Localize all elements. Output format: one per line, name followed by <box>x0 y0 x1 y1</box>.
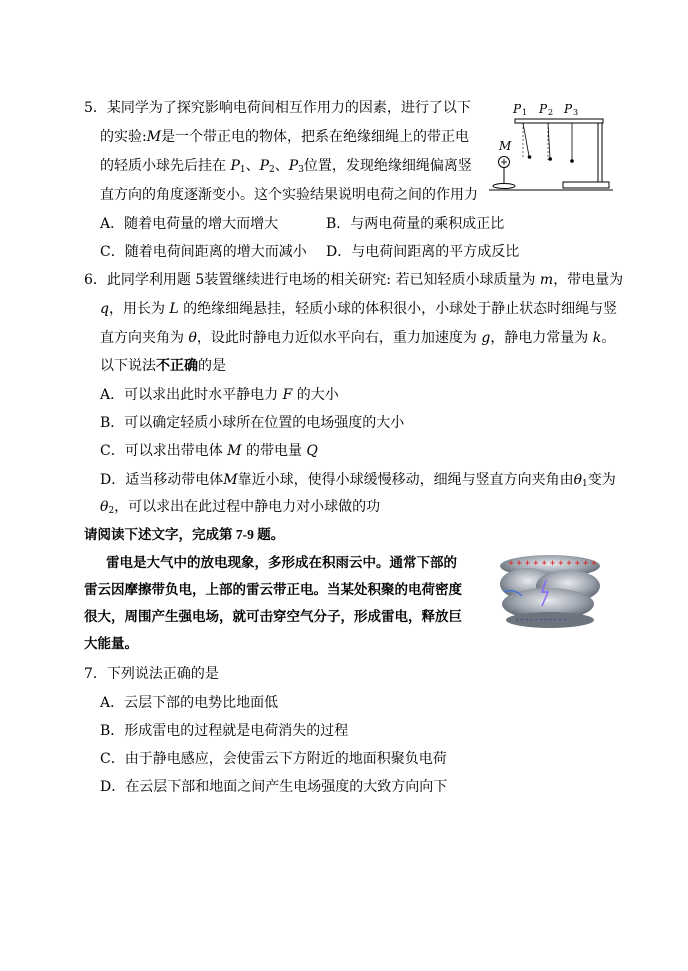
passage-line-1: 雷电是大气中的放电现象，多形成在积雨云中。通常下部的 <box>106 555 457 570</box>
label-p2: P <box>539 102 548 116</box>
q5-line-1: 5．某同学为了探究影响电荷间相互作用力的因素，进行了以下 <box>84 100 471 116</box>
svg-text:- - - - - - - - - - -: - - - - - - - - - - - <box>516 616 567 624</box>
q7-option-c: C．由于静电感应，会使雷云下方附近的地面积聚负电荷 <box>100 751 447 767</box>
q6-option-b: B．可以确定轻质小球所在位置的电场强度的大小 <box>100 415 405 431</box>
q6-line-2: q，用长为 L 的绝缘细绳悬挂，轻质小球的体积很小，小球处于静止状态时细绳与竖 <box>100 301 618 317</box>
q5-line-4: 直方向的角度逐渐变小。这个实验结果说明电荷之间的作用力 <box>100 187 478 203</box>
q6-line-3: 直方向夹角为 θ，设此时静电力近似水平向右，重力加速度为 g，静电力常量为 k。 <box>100 330 616 346</box>
q6-option-d-1: D．适当移动带电体M靠近小球，使得小球缓慢移动，细绳与竖直方向夹角由$\theta_1$变为 <box>100 472 616 489</box>
passage-line-2: 雷云因摩擦带负电，上部的雷云带正电。当某处积聚的电荷密度 <box>84 582 462 597</box>
passage-line-4: 大能量。 <box>84 636 138 651</box>
label-p3: P <box>564 102 573 116</box>
thundercloud-illustration <box>498 552 602 632</box>
label-p1: P <box>513 102 522 116</box>
svg-text:3: 3 <box>573 108 579 117</box>
apparatus-figure <box>485 96 615 200</box>
svg-text:1: 1 <box>522 108 528 117</box>
q6-line-4: 以下说法不正确的是 <box>100 358 226 374</box>
q5-line-3: 的轻质小球先后挂在 $P_1$、$P_2$、$P_3$位置，发现绝缘细绳偏离竖 <box>100 158 472 175</box>
q7-option-a: A．云层下部的电势比地面低 <box>100 695 279 711</box>
q6-option-c: C．可以求出带电体 M 的带电量 Q <box>100 443 318 459</box>
q6-option-a: A．可以求出此时水平静电力 F 的大小 <box>100 387 339 403</box>
q7-option-d: D．在云层下部和地面之间产生电场强度的大致方向向下 <box>100 779 448 795</box>
label-m: M <box>499 139 512 153</box>
q6-line-1: 6．此同学利用题 5装置继续进行电场的相关研究: 若已知轻质小球质量为 m，带电量为 <box>84 272 624 288</box>
passage-line-3: 很大，周围产生强电场，就可击穿空气分子，形成雷电，释放巨 <box>84 609 462 624</box>
reading-intro: 请阅读下述文字，完成第 7-9 题。 <box>84 527 285 542</box>
q5-option-a: A．随着电荷量的增大而增大 <box>100 216 279 232</box>
q5-option-c: C．随着电荷间距离的增大而减小 <box>100 244 307 260</box>
q5-line-2: 的实验:M是一个带正电的物体，把系在绝缘细绳上的带正电 <box>100 129 470 145</box>
svg-text:+ + + + + + + + + + +: + + + + + + + + + + + <box>508 559 597 567</box>
q7-option-b: B．形成雷电的过程就是电荷消失的过程 <box>100 723 349 739</box>
q5-option-b: B．与两电荷量的乘积成正比 <box>326 216 505 232</box>
q7-stem: 7．下列说法正确的是 <box>84 666 219 682</box>
q6-option-d-2: $\theta_2$，可以求出在此过程中静电力对小球做的功 <box>100 499 381 516</box>
q5-option-d: D．与电荷间距离的平方成反比 <box>326 244 520 260</box>
svg-text:2: 2 <box>548 108 554 117</box>
